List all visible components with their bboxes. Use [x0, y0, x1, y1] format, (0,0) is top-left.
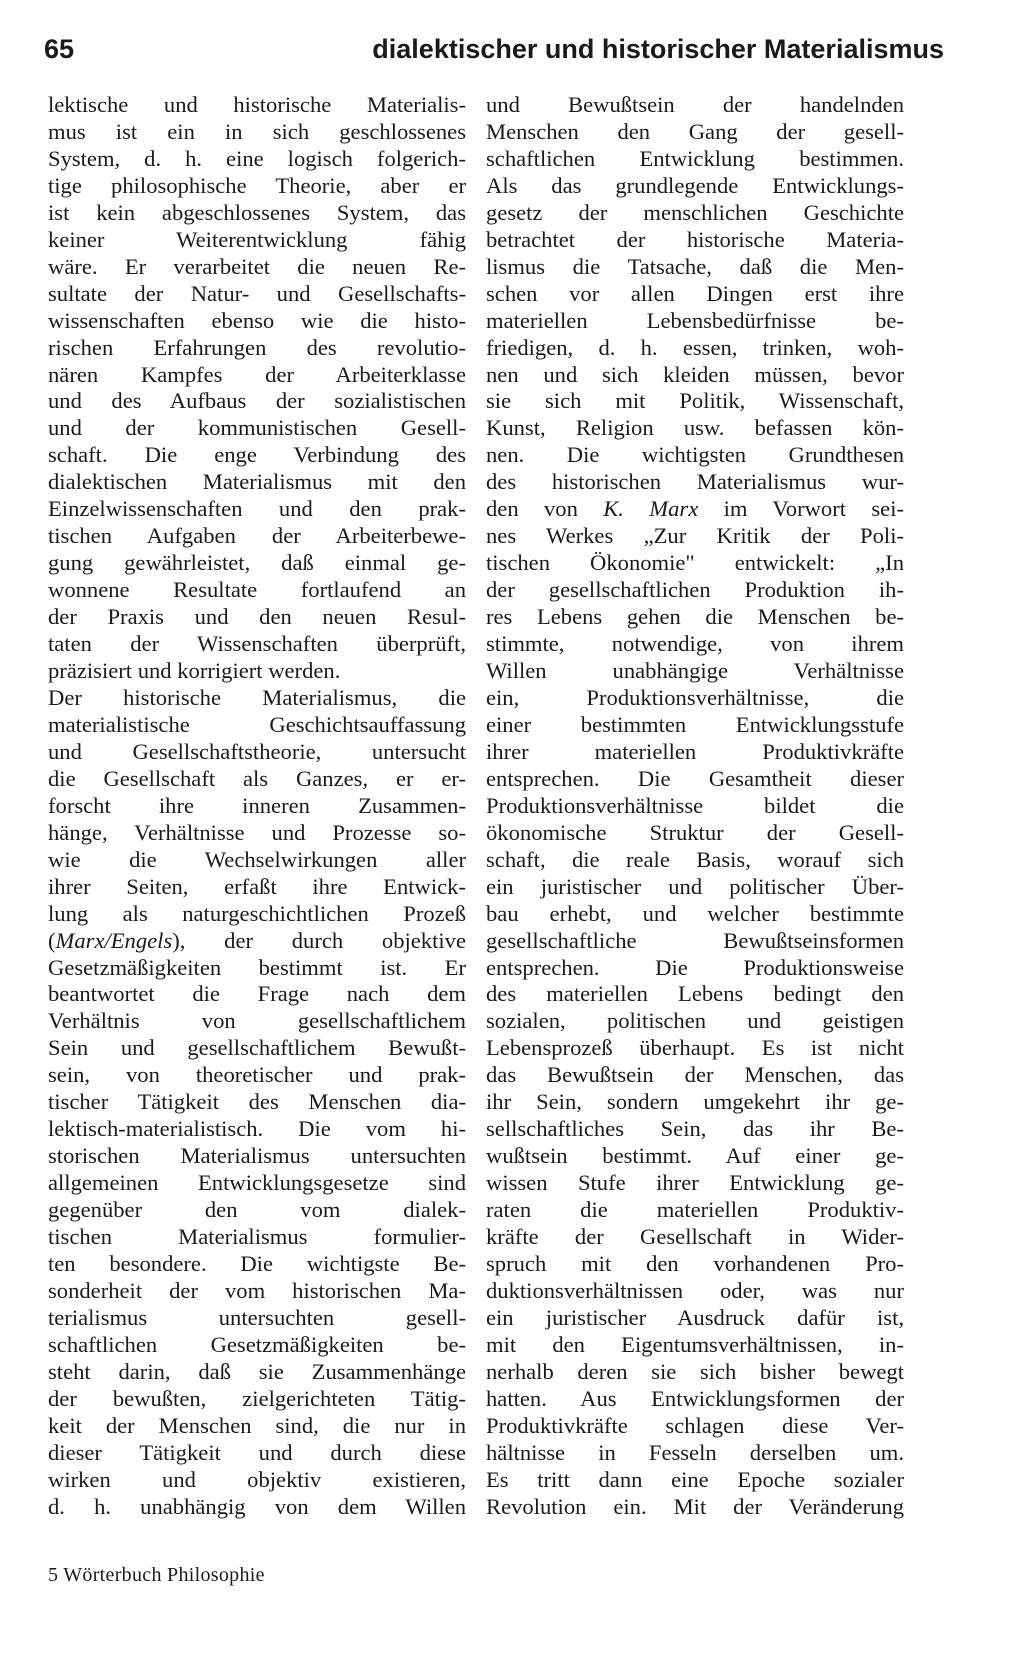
text-line: ein, Produktionsverhältnisse, die — [486, 684, 904, 710]
text-line: raten die materiellen Produktiv- — [486, 1197, 904, 1223]
text-line: Lebensprozeß überhaupt. Es ist nicht — [486, 1035, 904, 1061]
text-line: schen vor allen Dingen erst ihre — [486, 280, 904, 306]
text-line: wäre. Er verarbeitet die neuen Re- — [48, 253, 466, 279]
text-line: und der kommunistischen Gesell- — [48, 415, 466, 441]
text-line: Als das grundlegende Entwicklungs- — [486, 172, 904, 198]
page-number: 65 — [44, 34, 75, 64]
text-line: wie die Wechselwirkungen aller — [48, 846, 466, 872]
text-line: Verhältnis von gesellschaftlichem — [48, 1008, 466, 1034]
text-line: sonderheit der vom historischen Ma- — [48, 1277, 466, 1303]
text-line: tischer Tätigkeit des Menschen dia- — [48, 1089, 466, 1115]
text-line: ökonomische Struktur der Gesell- — [486, 819, 904, 845]
running-head: dialektischer und historischer Materialismus — [372, 34, 944, 64]
text-line: der bewußten, zielgerichteten Tätig- — [48, 1385, 466, 1411]
page-header — [44, 28, 944, 72]
text-line: das Bewußtsein der Menschen, das — [486, 1062, 904, 1088]
text-line: tige philosophische Theorie, aber er — [48, 172, 466, 198]
text-line: einer bestimmten Entwicklungsstufe — [486, 711, 904, 737]
text-line: ist kein abgeschlossenes System, das — [48, 199, 466, 225]
text-line: schaft, die reale Basis, worauf sich — [486, 846, 904, 872]
text-line: materialistische Geschichtsauffassung — [48, 711, 466, 737]
text-line: materiellen Lebensbedürfnisse be- — [486, 307, 904, 333]
text-line: keit der Menschen sind, die nur in — [48, 1412, 466, 1438]
text-line: allgemeinen Entwicklungsgesetze sind — [48, 1170, 466, 1196]
text-line: Der historische Materialismus, die — [48, 684, 466, 710]
text-line: tischen Aufgaben der Arbeiterbewe- — [48, 523, 466, 549]
text-line: keiner Weiterentwicklung fähig — [48, 226, 466, 252]
text-line: sozialen, politischen und geistigen — [486, 1008, 904, 1034]
text-line: hältnisse in Fesseln derselben um. — [486, 1439, 904, 1465]
text-line: lung als naturgeschichtlichen Prozeß — [48, 900, 466, 926]
text-line: wissenschaften ebenso wie die histo- — [48, 307, 466, 333]
text-line: des historischen Materialismus wur- — [486, 469, 904, 495]
text-line: stimmte, notwendige, von ihrem — [486, 631, 904, 657]
text-line: Sein und gesellschaftlichem Bewußt- — [48, 1035, 466, 1061]
text-line: sellschaftliches Sein, das ihr Be- — [486, 1116, 904, 1142]
text-line: nären Kampfes der Arbeiterklasse — [48, 361, 466, 387]
text-line: duktionsverhältnissen oder, was nur — [486, 1277, 904, 1303]
text-line: lektische und historische Materialis- — [48, 92, 466, 117]
text-line: bau erhebt, und welcher bestimmte — [486, 900, 904, 926]
text-line: Willen unabhängige Verhältnisse — [486, 658, 904, 684]
text-line: Es tritt dann eine Epoche sozialer — [486, 1466, 904, 1492]
text-line: präzisiert und korrigiert werden. — [48, 658, 341, 684]
text-line: wußtsein bestimmt. Auf einer ge- — [486, 1143, 904, 1169]
text-line: gesellschaftliche Bewußtseinsformen — [486, 927, 904, 953]
text-line: Revolution ein. Mit der Veränderung — [486, 1493, 904, 1519]
text-line: rischen Erfahrungen des revolutio- — [48, 334, 466, 360]
text-line: terialismus untersuchten gesell- — [48, 1304, 466, 1330]
text-line: ein juristischer und politischer Über- — [486, 873, 904, 899]
text-line: gesetz der menschlichen Geschichte — [486, 199, 904, 225]
text-line: Produktivkräfte schlagen diese Ver- — [486, 1412, 904, 1438]
text-line: tischen Ökonomie" entwickelt: „In — [486, 550, 904, 576]
signature-footer: 5 Wörterbuch Philosophie — [48, 1564, 265, 1586]
text-line: hatten. Aus Entwicklungsformen der — [486, 1385, 904, 1411]
text-line: und Gesellschaftstheorie, untersucht — [48, 738, 466, 764]
text-line: sultate der Natur- und Gesellschafts- — [48, 280, 466, 306]
text-line: der Praxis und den neuen Resul- — [48, 604, 466, 630]
text-line: entsprechen. Die Gesamtheit dieser — [486, 765, 904, 791]
text-line: taten der Wissenschaften überprüft, — [48, 631, 466, 657]
text-line: und Bewußtsein der handelnden — [486, 92, 904, 117]
text-line: die Gesellschaft als Ganzes, er er- — [48, 765, 466, 791]
text-line: res Lebens gehen die Menschen be- — [486, 604, 904, 630]
text-line: der gesellschaftlichen Produktion ih- — [486, 577, 904, 603]
text-line: lismus die Tatsache, daß die Men- — [486, 253, 904, 279]
text-line: hänge, Verhältnisse und Prozesse so- — [48, 819, 466, 845]
text-line-with-italic: den von K. Marx im Vorwort sei- — [486, 496, 904, 522]
text-line: entsprechen. Die Produktionsweise — [486, 954, 904, 980]
text-line: steht darin, daß sie Zusammenhänge — [48, 1358, 466, 1384]
text-line: betrachtet der historische Materia- — [486, 226, 904, 252]
text-line: ihr Sein, sondern umgekehrt ihr ge- — [486, 1089, 904, 1115]
text-line: kräfte der Gesellschaft in Wider- — [486, 1224, 904, 1250]
text-line: schaftlichen Entwicklung bestimmen. — [486, 145, 904, 171]
text-line: ihrer materiellen Produktivkräfte — [486, 738, 904, 764]
text-line: mus ist ein in sich geschlossenes — [48, 118, 466, 144]
text-line: dieser Tätigkeit und durch diese — [48, 1439, 466, 1465]
text-line: gung gewährleistet, daß einmal ge- — [48, 550, 466, 576]
text-line: storischen Materialismus untersuchten — [48, 1143, 466, 1169]
text-line: lektisch-materialistisch. Die vom hi- — [48, 1116, 466, 1142]
text-line: sie sich mit Politik, Wissenschaft, — [486, 388, 904, 414]
right-text-column — [486, 92, 904, 1521]
text-line: wonnene Resultate fortlaufend an — [48, 577, 466, 603]
text-line: tischen Materialismus formulier- — [48, 1224, 466, 1250]
text-line: spruch mit den vorhandenen Pro- — [486, 1250, 904, 1276]
text-line: forscht ihre inneren Zusammen- — [48, 792, 466, 818]
text-line: des materiellen Lebens bedingt den — [486, 981, 904, 1007]
text-line: d. h. unabhängig von dem Willen — [48, 1493, 466, 1519]
text-line: Einzelwissenschaften und den prak- — [48, 496, 466, 522]
text-line: friedigen, d. h. essen, trinken, woh- — [486, 334, 904, 360]
text-line: Menschen den Gang der gesell- — [486, 118, 904, 144]
text-line: ihrer Seiten, erfaßt ihre Entwick- — [48, 873, 466, 899]
text-line: nen. Die wichtigsten Grundthesen — [486, 442, 904, 468]
text-line: schaft. Die enge Verbindung des — [48, 442, 466, 468]
text-line: beantwortet die Frage nach dem — [48, 981, 466, 1007]
text-line: wirken und objektiv existieren, — [48, 1466, 466, 1492]
left-text-column — [48, 92, 466, 1521]
text-line: sein, von theoretischer und prak- — [48, 1062, 466, 1088]
text-line: und des Aufbaus der sozialistischen — [48, 388, 466, 414]
text-line: Produktionsverhältnisse bildet die — [486, 792, 904, 818]
text-line: mit den Eigentumsverhältnissen, in- — [486, 1331, 904, 1357]
text-line: System, d. h. eine logisch folgerich- — [48, 145, 466, 171]
text-line: Gesetzmäßigkeiten bestimmt ist. Er — [48, 954, 466, 980]
text-line: nes Werkes „Zur Kritik der Poli- — [486, 523, 904, 549]
text-line: schaftlichen Gesetzmäßigkeiten be- — [48, 1331, 466, 1357]
text-line: gegenüber den vom dialek- — [48, 1197, 466, 1223]
text-line: nen und sich kleiden müssen, bevor — [486, 361, 904, 387]
text-line: nerhalb deren sie sich bisher bewegt — [486, 1358, 904, 1384]
text-line: ein juristischer Ausdruck dafür ist, — [486, 1304, 904, 1330]
text-line: dialektischen Materialismus mit den — [48, 469, 466, 495]
italic-citation: Marx/Engels — [55, 927, 173, 953]
text-line: Kunst, Religion usw. befassen kön- — [486, 415, 904, 441]
text-line: wissen Stufe ihrer Entwicklung ge- — [486, 1170, 904, 1196]
text-line-with-italic: (Marx/Engels), der durch objektive — [48, 927, 466, 953]
text-line: ten besondere. Die wichtigste Be- — [48, 1250, 466, 1276]
italic-citation: K. Marx — [603, 496, 699, 522]
